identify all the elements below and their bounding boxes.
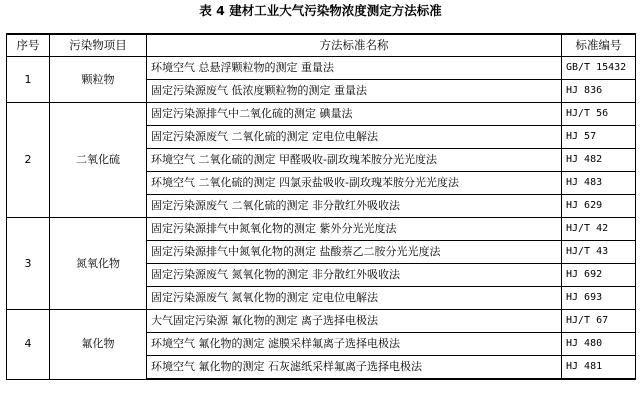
- method-cell: 环境空气 二氧化硫的测定 甲醛吸收-副玫瑰苯胺分光光度法: [147, 149, 562, 172]
- pollutant-cell: 颗粒物: [50, 57, 147, 103]
- method-cell: 固定污染源废气 二氧化硫的测定 非分散红外吸收法: [147, 195, 562, 218]
- header-pollutant: 污染物项目: [50, 34, 147, 57]
- pollutant-cell: 氮氧化物: [50, 218, 147, 310]
- table-header: [7, 34, 636, 57]
- method-cell: 固定污染源废气 氮氧化物的测定 非分散红外吸收法: [147, 264, 562, 287]
- header-row: [7, 34, 636, 57]
- code-cell: HJ 836: [562, 80, 636, 103]
- method-cell: 环境空气 总悬浮颗粒物的测定 重量法: [147, 57, 562, 80]
- code-cell: HJ/T 56: [562, 103, 636, 126]
- method-cell: 大气固定污染源 氟化物的测定 离子选择电极法: [147, 310, 562, 333]
- standards-table: [6, 33, 636, 380]
- code-cell: HJ 693: [562, 287, 636, 310]
- table-caption: 表 4 建材工业大气污染物浓度测定方法标准: [199, 3, 442, 18]
- code-cell: HJ 480: [562, 333, 636, 356]
- method-cell: 固定污染源废气 氮氧化物的测定 定电位电解法: [147, 287, 562, 310]
- method-cell: 环境空气 二氧化硫的测定 四氯汞盐吸收-副玫瑰苯胺分光光度法: [147, 172, 562, 195]
- code-cell: HJ/T 42: [562, 218, 636, 241]
- code-cell: HJ 57: [562, 126, 636, 149]
- header-code: 标准编号: [562, 34, 636, 57]
- table-row: [7, 57, 636, 80]
- code-cell: HJ/T 67: [562, 310, 636, 333]
- seq-cell: 2: [7, 103, 50, 218]
- code-cell: HJ 481: [562, 356, 636, 380]
- method-cell: 固定污染源废气 二氧化硫的测定 定电位电解法: [147, 126, 562, 149]
- table-row: [7, 310, 636, 333]
- table-row: [7, 103, 636, 126]
- code-cell: HJ 692: [562, 264, 636, 287]
- method-cell: 固定污染源废气 低浓度颗粒物的测定 重量法: [147, 80, 562, 103]
- seq-cell: 1: [7, 57, 50, 103]
- table-body: [7, 57, 636, 380]
- code-cell: GB/T 15432: [562, 57, 636, 80]
- code-cell: HJ/T 43: [562, 241, 636, 264]
- table-row: [7, 218, 636, 241]
- method-cell: 固定污染源排气中氮氧化物的测定 紫外分光光度法: [147, 218, 562, 241]
- seq-cell: 3: [7, 218, 50, 310]
- code-cell: HJ 482: [562, 149, 636, 172]
- seq-cell: 4: [7, 310, 50, 380]
- method-cell: 固定污染源排气中二氧化硫的测定 碘量法: [147, 103, 562, 126]
- code-cell: HJ 483: [562, 172, 636, 195]
- pollutant-cell: 氟化物: [50, 310, 147, 380]
- method-cell: 环境空气 氟化物的测定 石灰滤纸采样氟离子选择电极法: [147, 356, 562, 380]
- header-seq: 序号: [7, 34, 50, 57]
- code-cell: HJ 629: [562, 195, 636, 218]
- method-cell: 环境空气 氟化物的测定 滤膜采样氟离子选择电极法: [147, 333, 562, 356]
- pollutant-cell: 二氧化硫: [50, 103, 147, 218]
- method-cell: 固定污染源排气中氮氧化物的测定 盐酸萘乙二胺分光光度法: [147, 241, 562, 264]
- header-method: 方法标准名称: [147, 34, 562, 57]
